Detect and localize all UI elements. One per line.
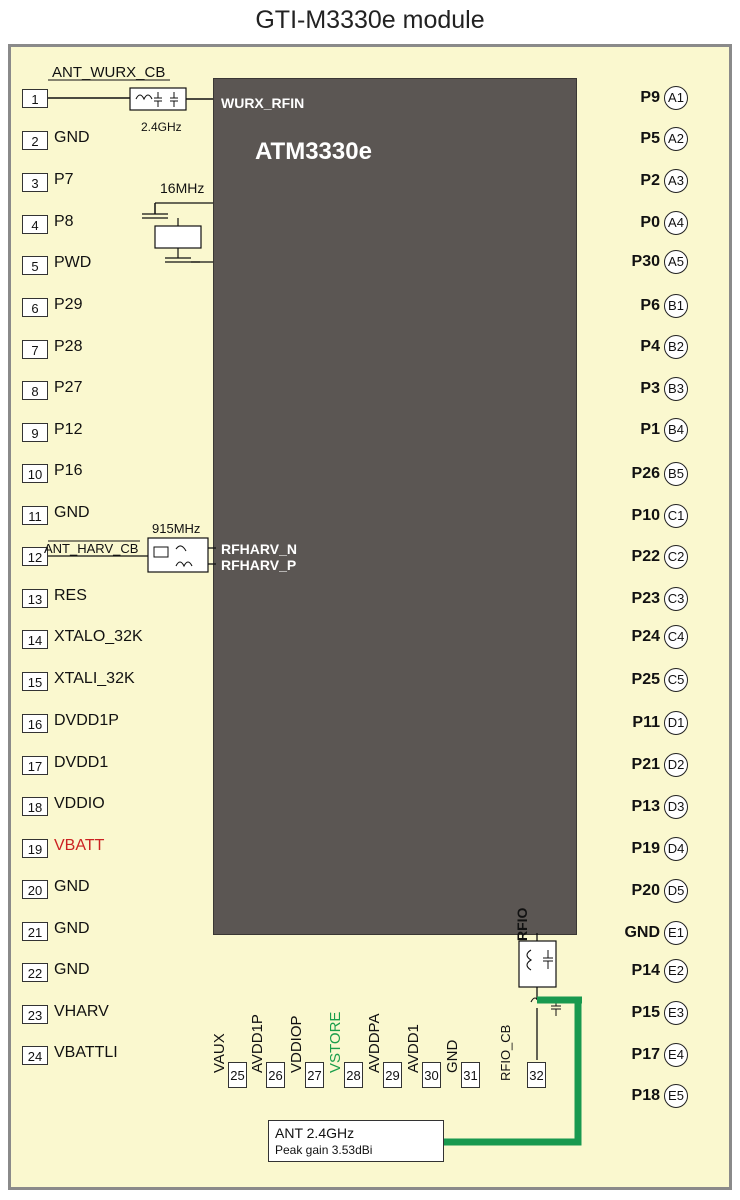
pin-number[interactable]: 9 (22, 423, 48, 442)
ball-label: P23 (631, 590, 660, 607)
ball-label: P9 (640, 89, 660, 106)
pin-label: P7 (54, 171, 74, 188)
pin-number[interactable]: 30 (422, 1062, 441, 1088)
pin-label-vbatt: VBATT (54, 837, 105, 854)
pin-label: VAUX (211, 1033, 228, 1073)
freq-915mhz-label: 915MHz (152, 521, 201, 536)
pin-number[interactable]: 15 (22, 672, 48, 691)
pin-label: GND (54, 878, 90, 895)
antenna-gain: Peak gain 3.53dBi (275, 1143, 373, 1157)
pin-number[interactable]: 3 (22, 173, 48, 192)
ball-label: P1 (640, 421, 660, 438)
ball-label: P15 (631, 1004, 660, 1021)
pin-number[interactable]: 14 (22, 630, 48, 649)
pin-label: GND (444, 1039, 461, 1073)
ball-pad[interactable]: E4 (664, 1043, 688, 1067)
pin-label: P12 (54, 421, 83, 438)
ball-label: P5 (640, 130, 660, 147)
pin-number[interactable]: 26 (266, 1062, 285, 1088)
ball-pad[interactable]: B1 (664, 294, 688, 318)
ball-pad[interactable]: D5 (664, 879, 688, 903)
ball-label: P10 (631, 507, 660, 524)
pin-number[interactable]: 29 (383, 1062, 402, 1088)
pin-number[interactable]: 18 (22, 797, 48, 816)
ball-pad[interactable]: A5 (664, 250, 688, 274)
ball-label: P4 (640, 338, 660, 355)
pin-number[interactable]: 27 (305, 1062, 324, 1088)
pin-label: VHARV (54, 1003, 109, 1020)
pin-number[interactable]: 16 (22, 714, 48, 733)
antenna-callout (268, 1120, 444, 1162)
ball-pad[interactable]: E5 (664, 1084, 688, 1108)
pin-number[interactable]: 4 (22, 215, 48, 234)
pin-number[interactable]: 21 (22, 922, 48, 941)
ball-pad[interactable]: C1 (664, 504, 688, 528)
ball-pad[interactable]: E2 (664, 959, 688, 983)
pin-label: P28 (54, 338, 83, 355)
ball-label: P30 (631, 253, 660, 270)
pin-label: VBATTLI (54, 1044, 118, 1061)
ball-label: P11 (632, 714, 660, 731)
ball-label: P19 (631, 840, 660, 857)
ball-pad[interactable]: B4 (664, 418, 688, 442)
ball-pad[interactable]: C3 (664, 587, 688, 611)
ant-wurx-cb-label: ANT_WURX_CB (52, 64, 166, 81)
pin-number[interactable]: 17 (22, 756, 48, 775)
xtal-16mhz-label: 16MHz (160, 180, 205, 196)
pin-label: GND (54, 961, 90, 978)
pin-label: AVDD1P (249, 1014, 266, 1073)
ball-pad[interactable]: D2 (664, 753, 688, 777)
pin-number[interactable]: 12 (22, 547, 48, 566)
pin-label: XTALO_32K (54, 628, 143, 645)
ball-pad[interactable]: A2 (664, 127, 688, 151)
pin-label: VDDIO (54, 795, 105, 812)
pin-label: VDDIOP (288, 1015, 305, 1073)
ball-pad[interactable]: E1 (664, 921, 688, 945)
ball-label: P0 (640, 214, 660, 231)
ball-pad[interactable]: B3 (664, 377, 688, 401)
freq-24ghz-label: 2.4GHz (141, 120, 182, 134)
pin-label: P8 (54, 213, 74, 230)
ball-label: P14 (631, 962, 660, 979)
pin-label: XTALI_32K (54, 670, 135, 687)
pin-number[interactable]: 5 (22, 256, 48, 275)
pin-label: PWD (54, 254, 92, 271)
pin-number[interactable]: 19 (22, 839, 48, 858)
pin-number[interactable]: 10 (22, 464, 48, 483)
ball-label: P24 (631, 628, 660, 645)
pin-label: DVDD1 (54, 754, 109, 771)
pin-number[interactable]: 13 (22, 589, 48, 608)
ball-label: P22 (631, 548, 660, 565)
pin-label: DVDD1P (54, 712, 119, 729)
pin-label: GND (54, 504, 90, 521)
rfharv-n-label: RFHARV_N (221, 541, 297, 557)
pin-number[interactable]: 28 (344, 1062, 363, 1088)
pin-label: AVDD1 (405, 1024, 422, 1073)
pin-label-vstore: VSTORE (327, 1011, 344, 1073)
pin-number[interactable]: 2 (22, 131, 48, 150)
ball-label: P13 (631, 798, 660, 815)
ball-pad[interactable]: E3 (664, 1001, 688, 1025)
ball-pad[interactable]: D4 (664, 837, 688, 861)
wurx-rfin-label: WURX_RFIN (221, 95, 305, 111)
ball-label: P18 (631, 1087, 660, 1104)
pin-number[interactable]: 23 (22, 1005, 48, 1024)
chip-part-number: ATM3330e (255, 138, 372, 165)
ball-pad[interactable]: C4 (664, 625, 688, 649)
ball-pad[interactable]: C5 (664, 668, 688, 692)
ball-label: P6 (640, 297, 660, 314)
ball-pad[interactable]: A3 (664, 169, 688, 193)
ball-pad[interactable]: B2 (664, 335, 688, 359)
pin-number[interactable]: 32 (527, 1062, 546, 1088)
ball-label: P26 (631, 465, 660, 482)
pin-number[interactable]: 7 (22, 340, 48, 359)
ball-label: GND (624, 924, 660, 941)
ball-pad[interactable]: C2 (664, 545, 688, 569)
ball-label: P25 (631, 671, 660, 688)
ball-pad[interactable]: A4 (664, 211, 688, 235)
pin-number[interactable]: 22 (22, 963, 48, 982)
pin-number[interactable]: 11 (22, 506, 48, 525)
pin-label: P29 (54, 296, 83, 313)
chip-body (213, 78, 577, 935)
ball-pad[interactable]: A1 (664, 86, 688, 110)
pin-number[interactable]: 8 (22, 381, 48, 400)
rfio-label: RFIO (514, 907, 530, 941)
ball-label: P3 (640, 380, 660, 397)
pin-number[interactable]: 1 (22, 89, 48, 108)
pin-label: GND (54, 920, 90, 937)
pin-number[interactable]: 24 (22, 1046, 48, 1065)
pin-label: P16 (54, 462, 83, 479)
ant-harv-cb-label: ANT_HARV_CB (44, 541, 139, 556)
pin-number[interactable]: 6 (22, 298, 48, 317)
page-title: GTI-M3330e module (255, 6, 485, 34)
ball-label: P2 (640, 172, 660, 189)
rfio-cb-label: RFIO_CB (498, 1024, 513, 1081)
pin-label: GND (54, 129, 90, 146)
pin-number[interactable]: 31 (461, 1062, 480, 1088)
pin-label: P27 (54, 379, 83, 396)
ball-pad[interactable]: D1 (664, 711, 688, 735)
pin-label: RES (54, 587, 87, 604)
pin-label: AVDDPA (366, 1013, 383, 1073)
antenna-name: ANT 2.4GHz (275, 1125, 355, 1141)
ball-label: P17 (631, 1046, 660, 1063)
pin-number[interactable]: 25 (228, 1062, 247, 1088)
ball-pad[interactable]: D3 (664, 795, 688, 819)
pin-number[interactable]: 20 (22, 880, 48, 899)
ball-pad[interactable]: B5 (664, 462, 688, 486)
rfharv-p-label: RFHARV_P (221, 557, 297, 573)
ball-label: P20 (631, 882, 660, 899)
ball-label: P21 (631, 756, 660, 773)
